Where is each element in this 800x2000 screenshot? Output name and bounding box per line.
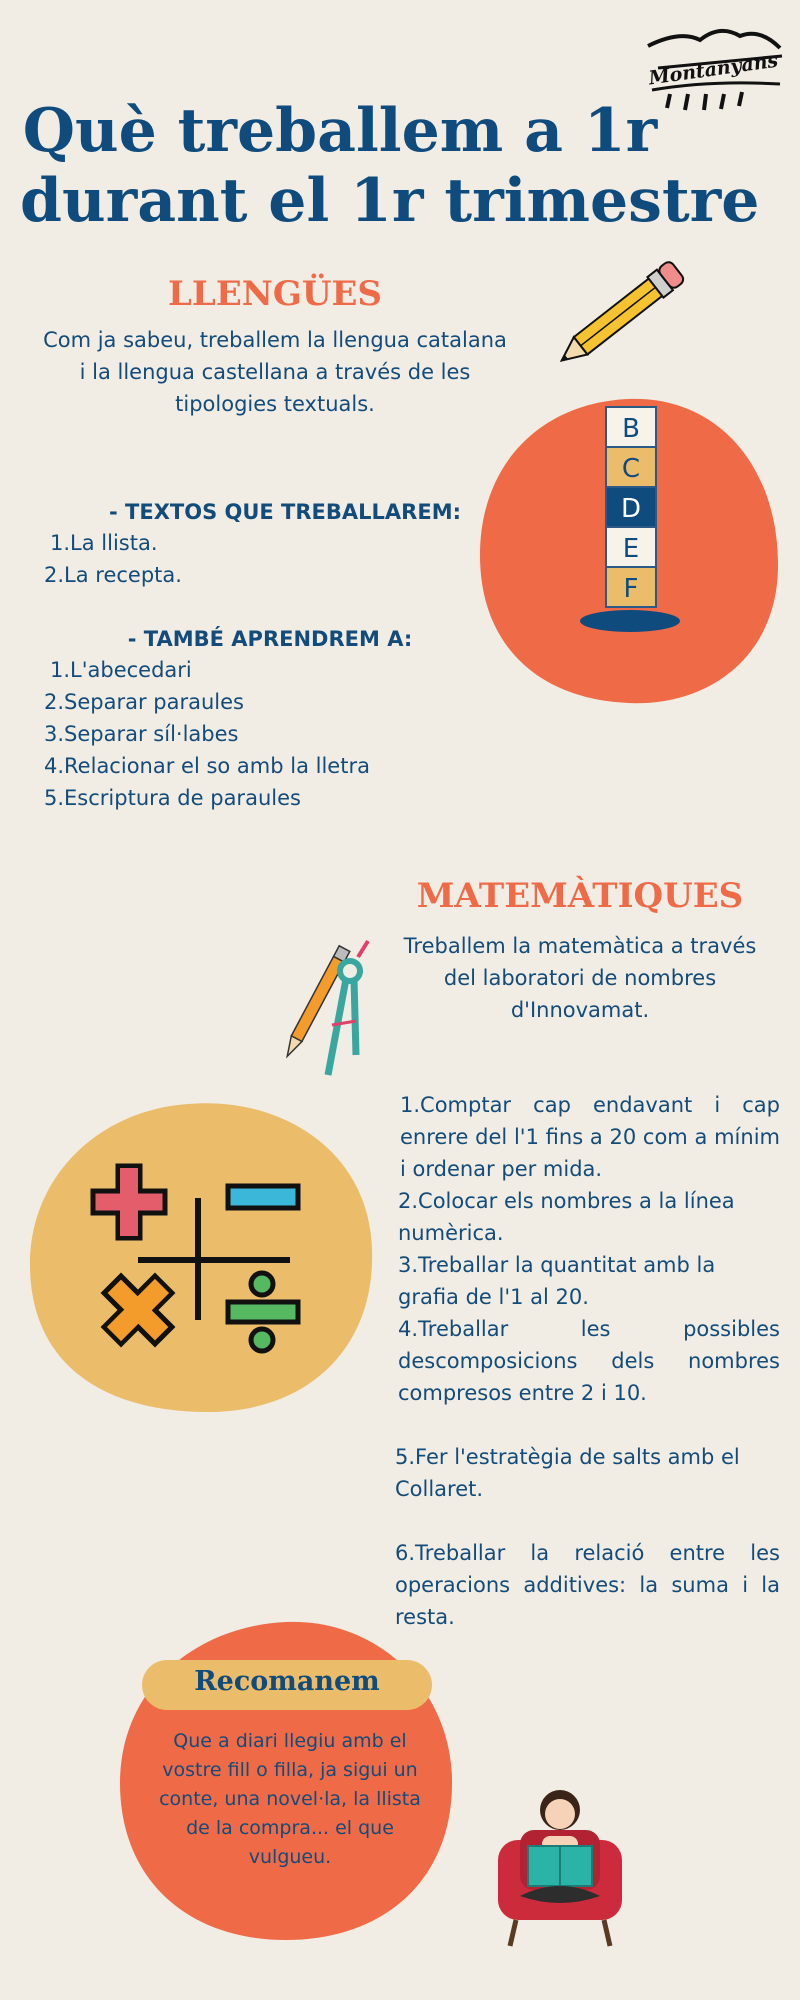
- letter-blocks-illustration: [478, 395, 780, 707]
- texts-heading: - TEXTOS QUE TREBALLAREM:: [109, 500, 461, 524]
- minus-icon: [228, 1186, 298, 1208]
- math-item-3: 3.Treballar la quantitat amb la grafia de l'1 al 20.: [398, 1253, 716, 1309]
- letter-block-label: C: [621, 454, 641, 484]
- math-item-4: 4.Treballar les possibles descomposicions dels nombres compresos entre 2 i 10.: [398, 1317, 780, 1405]
- math-item-1: 1.Comptar cap endavant i cap enrere del l'1 fins a 20 com a mínim i ordenar per mida.: [400, 1093, 780, 1181]
- title-line-2: durant el 1r trimestre: [20, 166, 760, 236]
- list-item: 2.La recepta.: [44, 563, 182, 587]
- learn-list: [44, 654, 464, 814]
- letter-block-label: E: [622, 534, 640, 564]
- title-line-1: Què treballem a 1r: [22, 96, 658, 166]
- list-item: 3.Separar síl·labes: [44, 722, 239, 746]
- pencil-icon: [540, 250, 700, 380]
- list-item: 2.Separar paraules: [44, 690, 245, 714]
- texts-list: [44, 527, 464, 591]
- blocks-stack: [606, 407, 656, 607]
- math-symbols-illustration: [28, 1098, 374, 1414]
- list-item: 1.L'abecedari: [50, 658, 192, 682]
- letter-block-label: F: [623, 574, 639, 604]
- recommend-heading: Recomanem: [194, 1666, 380, 1697]
- reading-girl-illustration: [490, 1780, 630, 1950]
- letter-block-label: D: [620, 494, 642, 524]
- montanyans-logo: [640, 18, 790, 118]
- letter-block-label: B: [622, 414, 640, 444]
- languages-intro: Com ja sabeu, treballem la llengua catalana i la llengua castellana a través de les tipologies textuals.: [43, 328, 507, 416]
- list-item: 5.Escriptura de paraules: [44, 786, 301, 810]
- math-item-6: 6.Treballar la relació entre les operacions additives: la suma i la resta.: [395, 1541, 780, 1629]
- compass-icon: [278, 935, 388, 1095]
- list-item: 1.La llista.: [50, 531, 158, 555]
- math-item-2: 2.Colocar els nombres a la línea numèrica.: [398, 1189, 735, 1245]
- logo-text: Montanyans: [647, 49, 780, 90]
- math-item-5: 5.Fer l'estratègia de salts amb el Collaret.: [395, 1445, 740, 1501]
- math-intro: Treballem la matemàtica a través del laboratori de nombres d'Innovamat.: [403, 934, 757, 1022]
- list-item: 4.Relacionar el so amb la lletra: [44, 754, 370, 778]
- recommend-text: Que a diari llegiu amb el vostre fill o filla, ja sigui un conte, una novel·la, la llista de la compra... el que vulgueu.: [159, 1730, 421, 1868]
- page-title: [20, 96, 760, 236]
- learn-heading: - TAMBÉ APRENDREM A:: [127, 627, 413, 651]
- math-heading: MATEMÀTIQUES: [416, 876, 744, 916]
- languages-heading: LLENGÜES: [168, 274, 382, 314]
